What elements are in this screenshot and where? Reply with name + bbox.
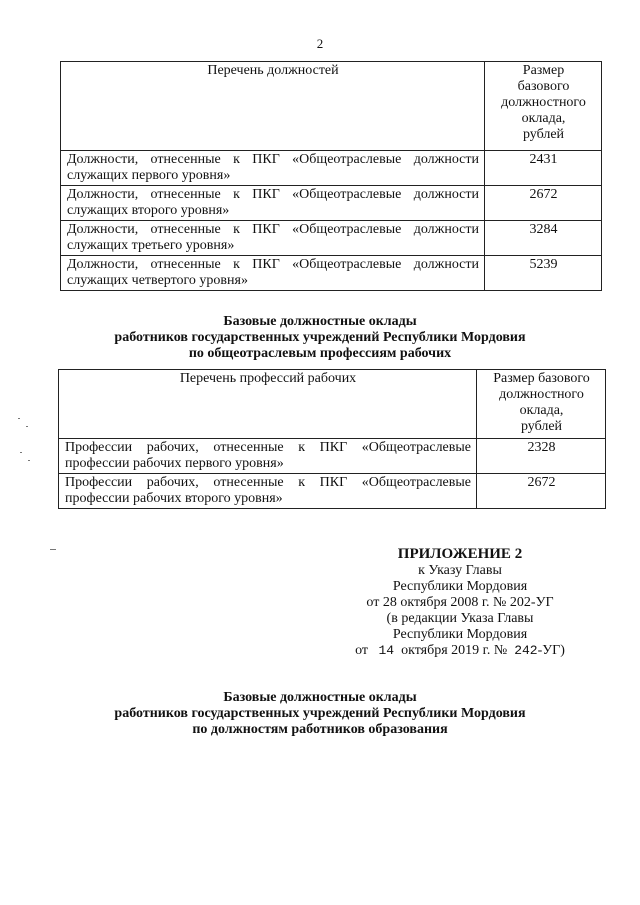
appendix-line: Республики Мордовия bbox=[392, 579, 528, 594]
position-name: Должности, отнесенные к ПКГ «Общеотраслевые должности служащих второго уровня» bbox=[61, 186, 485, 221]
scan-speck bbox=[26, 426, 28, 427]
scan-speck bbox=[28, 460, 30, 461]
section-heading-workers bbox=[40, 314, 600, 362]
salary-value: 5239 bbox=[485, 256, 602, 291]
scan-speck bbox=[18, 418, 20, 419]
decree-number: 242 bbox=[514, 643, 538, 658]
appendix-block bbox=[300, 545, 620, 659]
header-line: Перечень должностей bbox=[207, 63, 339, 78]
salary-value: 2431 bbox=[485, 151, 602, 186]
position-name: Должности, отнесенные к ПКГ «Общеотраслевые должности служащих четвертого уровня» bbox=[61, 256, 485, 291]
appendix-line: от 28 октября 2008 г. № 202-УГ bbox=[366, 595, 554, 610]
scan-speck bbox=[50, 549, 56, 550]
worker-professions-salary-table bbox=[58, 369, 606, 509]
header-line: должностного bbox=[501, 95, 586, 110]
appendix-line-edition-date bbox=[300, 643, 620, 659]
salary-value: 3284 bbox=[485, 221, 602, 256]
date-prefix: от bbox=[355, 643, 368, 658]
position-name: Должности, отнесенные к ПКГ «Общеотраслевые должности служащих третьего уровня» bbox=[61, 221, 485, 256]
header-line: оклада, bbox=[521, 111, 566, 126]
header-professions bbox=[59, 370, 477, 439]
salary-value: 2672 bbox=[485, 186, 602, 221]
salary-value: 2328 bbox=[477, 439, 606, 474]
heading-line: по общеотраслевым профессиям рабочих bbox=[188, 346, 452, 361]
header-line: Размер базового bbox=[493, 371, 590, 386]
scan-speck bbox=[20, 452, 22, 453]
header-positions bbox=[61, 62, 485, 151]
appendix-line: к Указу Главы bbox=[418, 563, 502, 578]
header-line: оклада, bbox=[519, 403, 564, 418]
table-row bbox=[59, 474, 606, 509]
header-line: рублей bbox=[522, 127, 565, 142]
header-line: Размер bbox=[522, 63, 565, 78]
table-row bbox=[61, 186, 602, 221]
position-name: Должности, отнесенные к ПКГ «Общеотраслевые должности служащих первого уровня» bbox=[61, 151, 485, 186]
table-header-row bbox=[61, 62, 602, 151]
header-salary bbox=[477, 370, 606, 439]
heading-line: Базовые должностные оклады bbox=[223, 690, 417, 705]
table-row bbox=[61, 221, 602, 256]
heading-line: работников государственных учреждений Республики Мордовия bbox=[114, 330, 526, 345]
appendix-title: ПРИЛОЖЕНИЕ 2 bbox=[397, 546, 523, 562]
header-line: Перечень профессий рабочих bbox=[179, 371, 357, 386]
appendix-line: (в редакции Указа Главы bbox=[386, 611, 534, 626]
table-row bbox=[61, 256, 602, 291]
header-salary bbox=[485, 62, 602, 151]
table-row bbox=[61, 151, 602, 186]
table-header-row bbox=[59, 370, 606, 439]
date-suffix: -УГ) bbox=[537, 643, 565, 658]
date-middle: октября 2019 г. № bbox=[401, 643, 508, 658]
table-row bbox=[59, 439, 606, 474]
header-line: базового bbox=[517, 79, 570, 94]
page-number: 2 bbox=[316, 36, 324, 51]
header-line: рублей bbox=[520, 419, 563, 434]
date-day: 14 bbox=[378, 643, 395, 658]
heading-line: Базовые должностные оклады bbox=[223, 314, 417, 329]
heading-line: по должностям работников образования bbox=[192, 722, 448, 737]
header-line: должностного bbox=[499, 387, 584, 402]
appendix-line: Республики Мордовия bbox=[392, 627, 528, 642]
profession-name: Профессии рабочих, отнесенные к ПКГ «Общеотраслевые профессии рабочих второго уровня» bbox=[59, 474, 477, 509]
heading-line: работников государственных учреждений Республики Мордовия bbox=[114, 706, 526, 721]
positions-salary-table bbox=[60, 61, 602, 291]
profession-name: Профессии рабочих, отнесенные к ПКГ «Общеотраслевые профессии рабочих первого уровня» bbox=[59, 439, 477, 474]
section-heading-education bbox=[40, 690, 600, 738]
salary-value: 2672 bbox=[477, 474, 606, 509]
